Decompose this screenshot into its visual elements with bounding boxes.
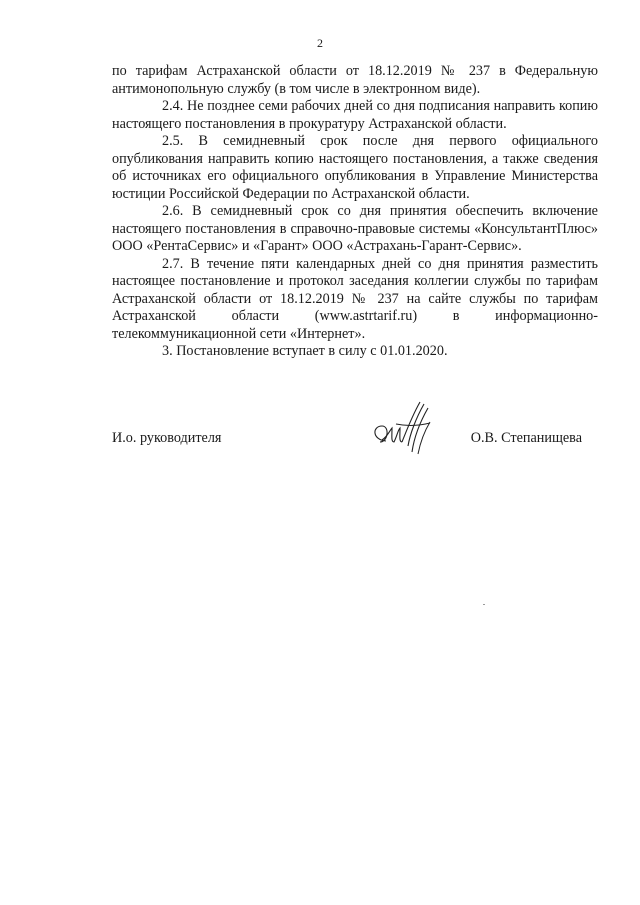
paragraph-2-4: 2.4. Не позднее семи рабочих дней со дня подписания направить копию настоящего постановления в прокуратуру Астраханской области.: [112, 98, 598, 132]
signatory-name: О.В. Степанищева: [470, 430, 582, 446]
paragraph-2-7: 2.7. В течение пяти календарных дней со дня принятия разместить настоящее постановление и протокол заседания коллегии службы по тарифам Астраханской области от 18.12.2019 № 237 на сайте службы по тарифам Астраханской области (www.astrtarif.ru) в информационно-телекоммуникационной сети «Интернет».: [112, 255, 598, 342]
paragraph-continuation: по тарифам Астраханской области от 18.12.2019 № 237 в Федеральную антимонопольную службу (в том числе в электронном виде).: [112, 63, 598, 97]
page-number: 2: [317, 36, 323, 50]
paragraph-2-5: 2.5. В семидневный срок после дня первого официального опубликования направить копию настоящего постановления, а также сведения об источниках его официального опубликования в Управление Министерства юстиции Российской Федерации по Астраханской области.: [112, 133, 598, 202]
scan-speck: [483, 604, 485, 605]
handwritten-signature-icon: [366, 396, 438, 466]
paragraph-2-6: 2.6. В семидневный срок со дня принятия обеспечить включение настоящего постановления в справочно-правовые системы «КонсультантПлюс» ООО «РентаСервис» и «Гарант» ООО «Астрахань-Гарант-Сервис».: [112, 203, 598, 254]
paragraph-3: 3. Постановление вступает в силу с 01.01.2020.: [162, 343, 448, 359]
signatory-role: И.о. руководителя: [112, 430, 222, 446]
document-body: [112, 63, 598, 361]
